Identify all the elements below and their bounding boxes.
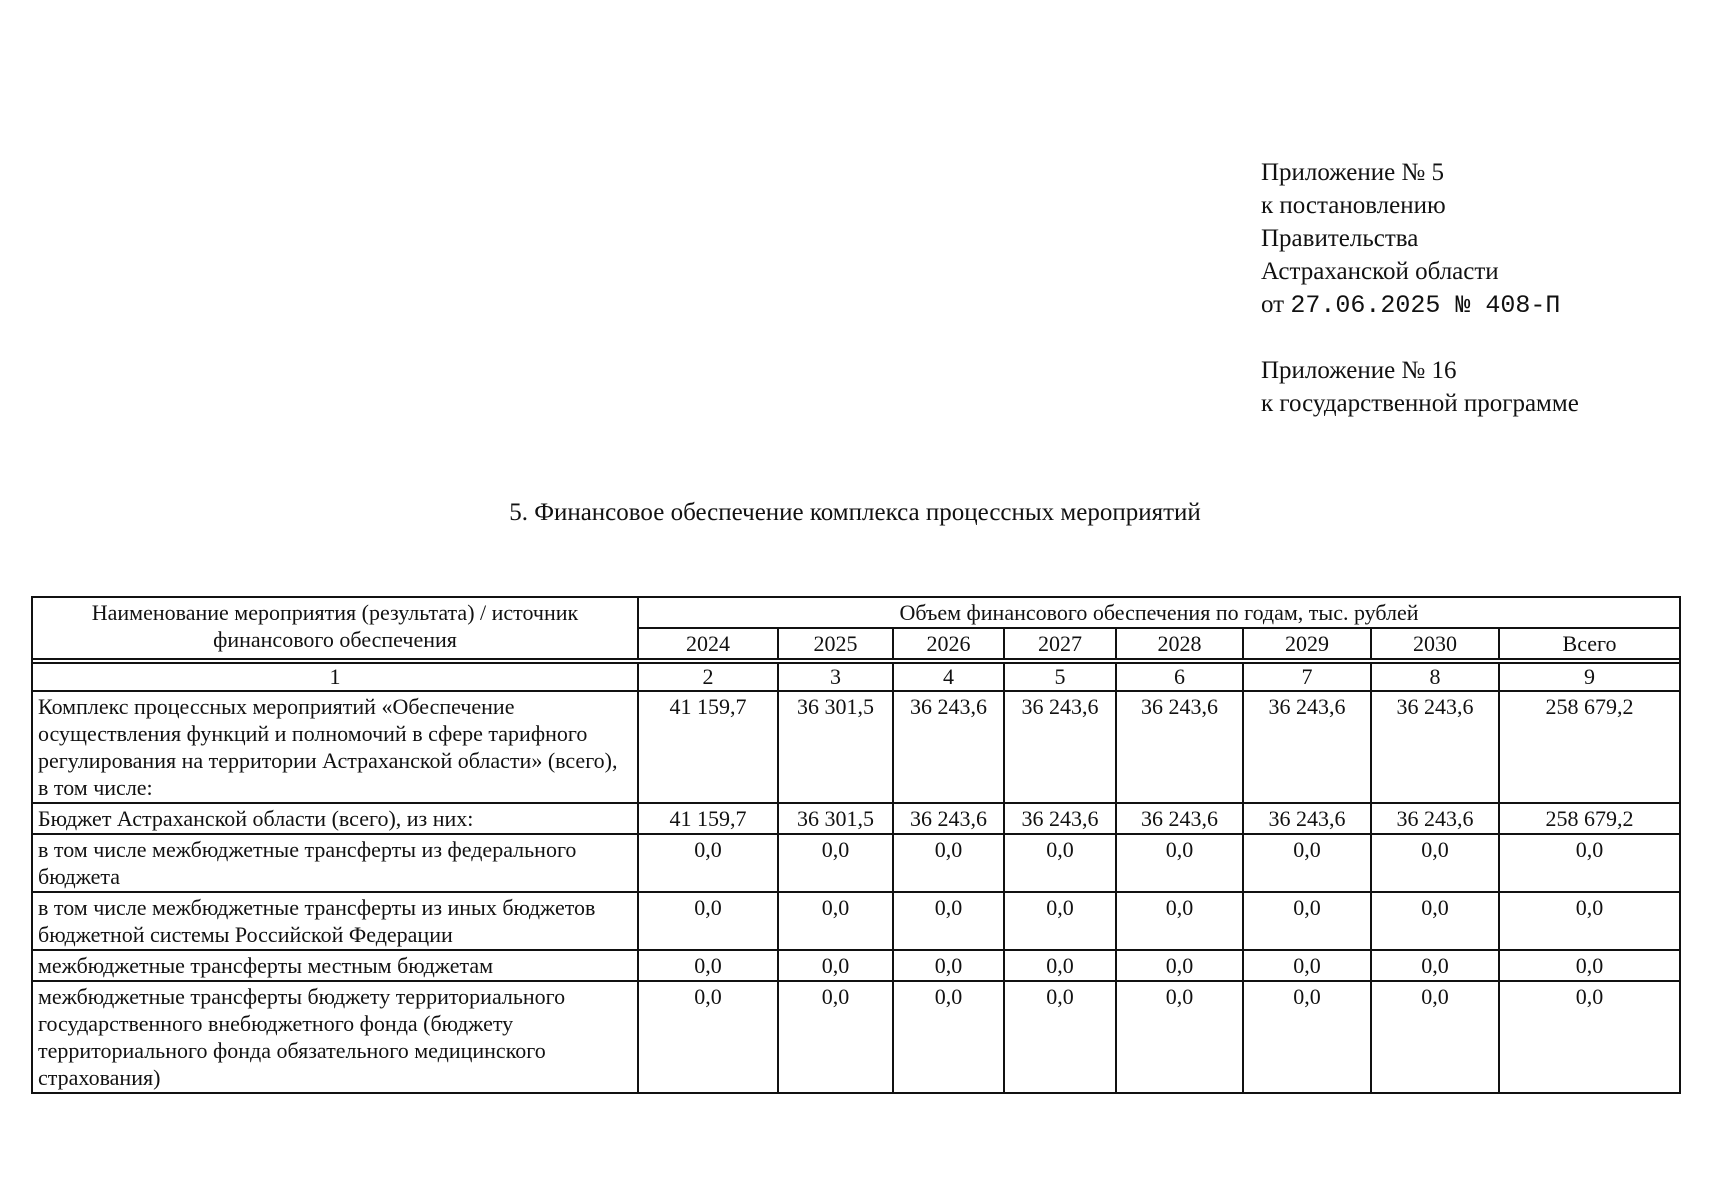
order-line	[1261, 288, 1560, 322]
row-value: 0,0	[1004, 981, 1116, 1093]
table-row	[32, 950, 1680, 981]
year-header: 2028	[1116, 628, 1243, 659]
column-number: 4	[893, 663, 1004, 691]
year-header: 2029	[1243, 628, 1371, 659]
row-value: 0,0	[1243, 950, 1371, 981]
row-value: 36 243,6	[1004, 803, 1116, 834]
appendix-16-line2: к государственной программе	[1261, 390, 1579, 417]
column-number: 3	[778, 663, 893, 691]
row-name: межбюджетные трансферты бюджету территориального государственного внебюджетного фонда (бюджету территориального фонда обязательного медицинского страхования)	[32, 981, 638, 1093]
row-value: 36 243,6	[1116, 691, 1243, 803]
column-number: 6	[1116, 663, 1243, 691]
row-name: Комплекс процессных мероприятий «Обеспечение осуществления функций и полномочий в сфере тарифного регулирования на территории Астраханской области» (всего), в том числе:	[32, 691, 638, 803]
appendix-5-line2: к постановлению	[1261, 192, 1446, 219]
row-value: 36 243,6	[893, 691, 1004, 803]
row-total: 0,0	[1499, 981, 1680, 1093]
column-number: 1	[32, 663, 638, 691]
header-volume: Объем финансового обеспечения по годам, тыс. рублей	[638, 597, 1680, 628]
row-total: 258 679,2	[1499, 803, 1680, 834]
row-value: 36 301,5	[778, 691, 893, 803]
row-value: 0,0	[1116, 981, 1243, 1093]
financing-table	[31, 596, 1681, 1094]
row-value: 0,0	[1371, 981, 1499, 1093]
row-value: 0,0	[638, 981, 778, 1093]
row-value: 36 243,6	[1243, 803, 1371, 834]
row-value: 0,0	[638, 950, 778, 981]
table-row	[32, 834, 1680, 892]
year-header: 2025	[778, 628, 893, 659]
row-value: 0,0	[778, 981, 893, 1093]
row-name: в том числе межбюджетные трансферты из федерального бюджета	[32, 834, 638, 892]
header-name: Наименование мероприятия (результата) / источник финансового обеспечения	[32, 597, 638, 659]
row-value: 0,0	[1116, 950, 1243, 981]
row-value: 36 243,6	[1116, 803, 1243, 834]
row-value: 0,0	[1004, 892, 1116, 950]
row-value: 0,0	[778, 892, 893, 950]
row-value: 41 159,7	[638, 803, 778, 834]
appendix-5-line4: Астраханской области	[1261, 258, 1499, 285]
section-title: 5. Финансовое обеспечение комплекса процессных мероприятий	[509, 499, 1201, 526]
row-value: 0,0	[1243, 981, 1371, 1093]
row-value: 0,0	[893, 981, 1004, 1093]
row-value: 36 301,5	[778, 803, 893, 834]
column-number-row	[32, 663, 1680, 691]
row-value: 0,0	[893, 834, 1004, 892]
row-value: 0,0	[1371, 892, 1499, 950]
appendix-5-block	[1261, 156, 1560, 322]
row-total: 0,0	[1499, 834, 1680, 892]
column-number: 7	[1243, 663, 1371, 691]
column-number: 2	[638, 663, 778, 691]
row-value: 0,0	[778, 950, 893, 981]
row-total: 0,0	[1499, 892, 1680, 950]
table-header-row	[32, 597, 1680, 628]
column-number: 9	[1499, 663, 1680, 691]
order-ref: 27.06.2025 № 408-П	[1290, 291, 1561, 320]
table-row	[32, 691, 1680, 803]
year-header: 2026	[893, 628, 1004, 659]
table-row	[32, 981, 1680, 1093]
row-value: 0,0	[1371, 834, 1499, 892]
row-value: 0,0	[1243, 892, 1371, 950]
row-value: 0,0	[1004, 950, 1116, 981]
row-value: 0,0	[638, 892, 778, 950]
year-header: 2024	[638, 628, 778, 659]
row-value: 0,0	[1243, 834, 1371, 892]
appendix-16-block	[1261, 354, 1579, 420]
table-row	[32, 803, 1680, 834]
row-value: 0,0	[893, 892, 1004, 950]
row-value: 36 243,6	[1371, 803, 1499, 834]
year-header: 2027	[1004, 628, 1116, 659]
year-header: 2030	[1371, 628, 1499, 659]
column-number: 8	[1371, 663, 1499, 691]
total-header: Всего	[1499, 628, 1680, 659]
row-name: в том числе межбюджетные трансферты из иных бюджетов бюджетной системы Российской Федерации	[32, 892, 638, 950]
row-total: 0,0	[1499, 950, 1680, 981]
order-prefix: от	[1261, 291, 1285, 318]
appendix-16-title: Приложение № 16	[1261, 357, 1457, 384]
row-value: 0,0	[893, 950, 1004, 981]
row-value: 0,0	[778, 834, 893, 892]
row-value: 0,0	[1116, 834, 1243, 892]
column-number: 5	[1004, 663, 1116, 691]
row-value: 41 159,7	[638, 691, 778, 803]
row-total: 258 679,2	[1499, 691, 1680, 803]
appendix-5-line3: Правительства	[1261, 225, 1419, 252]
appendix-5-title: Приложение № 5	[1261, 159, 1445, 186]
row-value: 36 243,6	[1004, 691, 1116, 803]
row-value: 36 243,6	[1371, 691, 1499, 803]
row-value: 0,0	[1004, 834, 1116, 892]
row-name: Бюджет Астраханской области (всего), из них:	[32, 803, 638, 834]
row-value: 0,0	[1116, 892, 1243, 950]
row-value: 0,0	[638, 834, 778, 892]
table-row	[32, 892, 1680, 950]
row-name: межбюджетные трансферты местным бюджетам	[32, 950, 638, 981]
row-value: 0,0	[1371, 950, 1499, 981]
row-value: 36 243,6	[1243, 691, 1371, 803]
row-value: 36 243,6	[893, 803, 1004, 834]
